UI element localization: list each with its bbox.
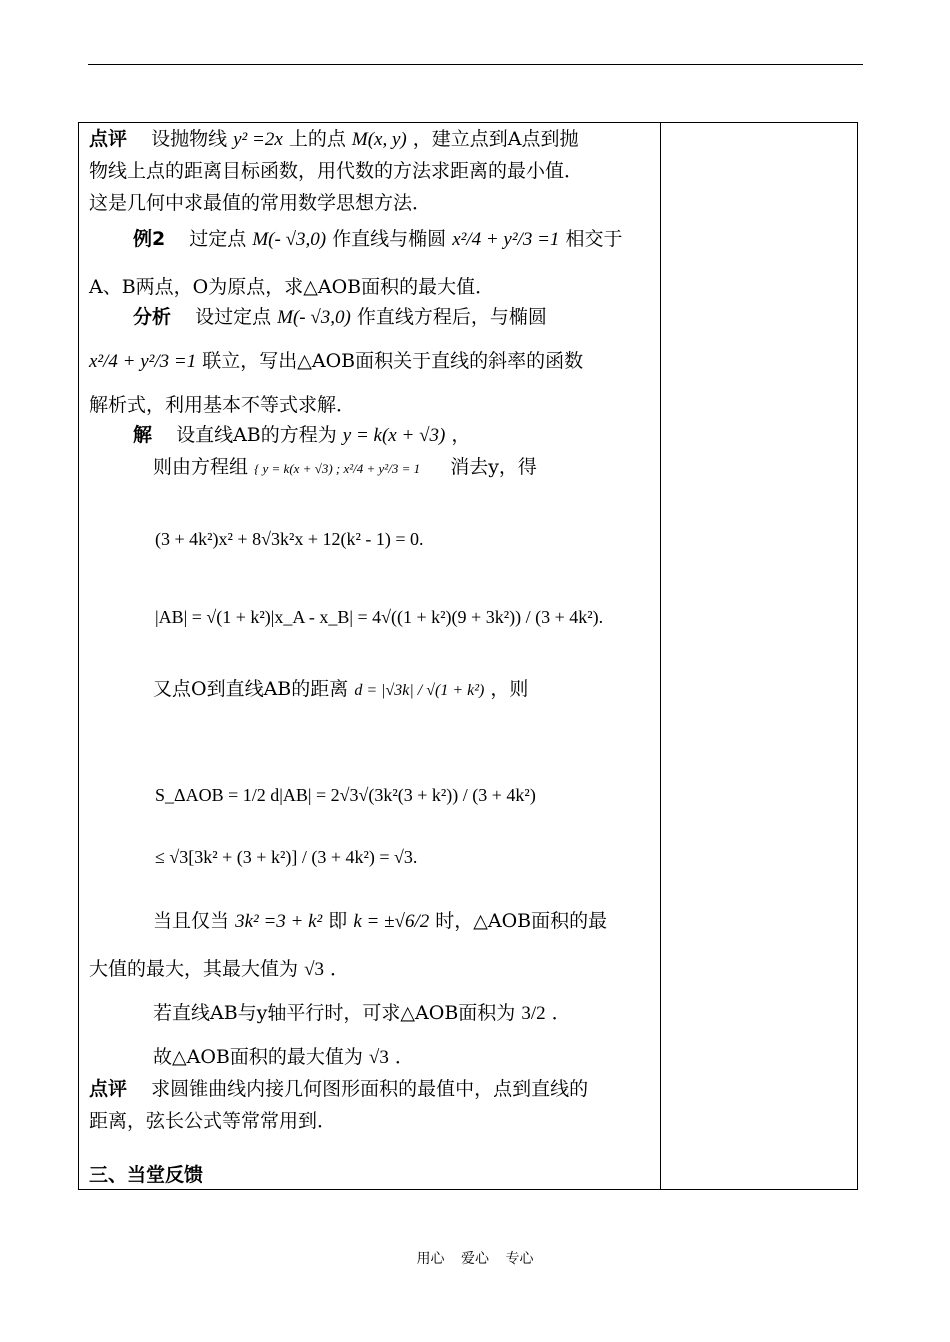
solution-text6b: ． bbox=[551, 1002, 571, 1024]
solution-line5 bbox=[89, 953, 349, 986]
example2-line1 bbox=[133, 223, 622, 256]
review2-line1 bbox=[89, 1073, 588, 1105]
header-rule bbox=[88, 64, 863, 65]
solution-text4b: 即 bbox=[328, 910, 348, 932]
example2-label: 例2 bbox=[133, 228, 166, 250]
solution-line3 bbox=[153, 673, 528, 707]
solution-line1 bbox=[133, 419, 470, 452]
column-divider bbox=[660, 123, 661, 1189]
solution-text5: 大值的最大，其最大值为 bbox=[89, 958, 299, 980]
review1-text3: ，建立点到A点到抛 bbox=[412, 128, 579, 150]
equation-area: S_ΔAOB = 1/2 d|AB| = 2√3√(3k²(3 + k²)) / (3 + 4k²) bbox=[155, 785, 536, 805]
solution-text4c: 时，△AOB面积的最 bbox=[435, 910, 608, 932]
equation-inequality: ≤ √3[3k² + (3 + k²)] / (3 + 4k²) = √3. bbox=[155, 847, 418, 867]
solution-label: 解 bbox=[133, 424, 153, 446]
analysis-text2: 作直线方程后，与椭圆 bbox=[356, 306, 547, 328]
analysis-text3: 联立，写出△AOB面积关于直线的斜率的函数 bbox=[202, 350, 584, 372]
solution-text7: 故△AOB面积的最大值为 bbox=[153, 1046, 363, 1068]
analysis-line1 bbox=[133, 301, 547, 334]
example2-text2: 作直线与椭圆 bbox=[332, 228, 447, 250]
solution-line7 bbox=[153, 1041, 414, 1074]
review1-line3: 这是几何中求最值的常用数学思想方法． bbox=[89, 192, 432, 214]
solution-math-distance: d = |√3k| / √(1 + k²) bbox=[354, 682, 485, 699]
solution-math-condition: 3k² =3 + k² bbox=[235, 911, 323, 932]
review2-text1: 求圆锥曲线内接几何图形面积的最值中，点到直线的 bbox=[151, 1078, 589, 1100]
analysis-math-point: M(- √3,0) bbox=[277, 307, 351, 328]
solution-math-max: √3 bbox=[304, 959, 324, 980]
page-footer bbox=[0, 1248, 950, 1268]
review1-label: 点评 bbox=[89, 128, 128, 150]
analysis-text1: 设过定点 bbox=[195, 306, 272, 328]
solution-text6: 若直线AB与y轴平行时，可求△AOB面积为 bbox=[153, 1002, 516, 1024]
solution-text3b: ，则 bbox=[490, 678, 529, 700]
review2-label: 点评 bbox=[89, 1078, 128, 1100]
solution-text7b: ． bbox=[394, 1046, 414, 1068]
review1-math-point: M(x, y) bbox=[351, 129, 407, 150]
example2-math-ellipse: x²/4 + y²/3 =1 bbox=[452, 229, 560, 250]
example2-text3: 相交于 bbox=[565, 228, 623, 250]
example2-line2: A、B两点，O为原点，求△AOB面积的最大值． bbox=[89, 276, 495, 298]
solution-text2: 则由方程组 bbox=[153, 456, 249, 478]
footer-word-1: 用心 bbox=[416, 1251, 445, 1267]
example2-text1: 过定点 bbox=[189, 228, 247, 250]
solution-text5b: ． bbox=[330, 958, 350, 980]
solution-math-final: √3 bbox=[368, 1047, 389, 1068]
solution-text1: 设直线AB的方程为 bbox=[176, 424, 337, 446]
review1-line1 bbox=[89, 123, 579, 156]
review1-text1: 设抛物线 bbox=[151, 128, 228, 150]
solution-comma: ， bbox=[451, 424, 471, 446]
equation-chord-length: |AB| = √(1 + k²)|x_A - x_B| = 4√((1 + k²)(9 + 3k²)) / (3 + 4k²). bbox=[155, 607, 604, 627]
equation-quadratic: (3 + 4k²)x² + 8√3k²x + 12(k² - 1) = 0. bbox=[155, 529, 424, 549]
solution-text2b: 消去y，得 bbox=[450, 456, 537, 478]
footer-word-2: 爱心 bbox=[461, 1251, 489, 1267]
analysis-label: 分析 bbox=[133, 306, 172, 328]
solution-math-line: y = k(x + √3) bbox=[342, 425, 446, 446]
content-table bbox=[78, 122, 858, 1190]
review2-line2: 距离，弦长公式等常常用到． bbox=[89, 1110, 337, 1132]
analysis-line3: 解析式，利用基本不等式求解． bbox=[89, 394, 356, 416]
solution-math-k: k = ±√6/2 bbox=[353, 911, 430, 932]
solution-math-three-halves: 3/2 bbox=[521, 1003, 546, 1024]
section3-heading: 三、当堂反馈 bbox=[89, 1164, 204, 1186]
review1-math-parabola: y² =2x bbox=[233, 129, 283, 150]
example2-math-point: M(- √3,0) bbox=[252, 229, 327, 250]
solution-line6 bbox=[153, 997, 571, 1030]
solution-text4: 当且仅当 bbox=[153, 910, 230, 932]
solution-line4 bbox=[153, 905, 607, 938]
review1-line2: 物线上点的距离目标函数，用代数的方法求距离的最小值． bbox=[89, 160, 584, 182]
review1-text2: 上的点 bbox=[288, 128, 346, 150]
solution-text3: 又点O到直线AB的距离 bbox=[153, 678, 349, 700]
solution-line2 bbox=[153, 451, 537, 485]
analysis-line2 bbox=[89, 345, 583, 378]
footer-word-3: 专心 bbox=[505, 1251, 534, 1267]
analysis-math-ellipse: x²/4 + y²/3 =1 bbox=[89, 351, 197, 372]
solution-math-system: { y = k(x + √3) ; x²/4 + y²/3 = 1 bbox=[254, 461, 421, 476]
